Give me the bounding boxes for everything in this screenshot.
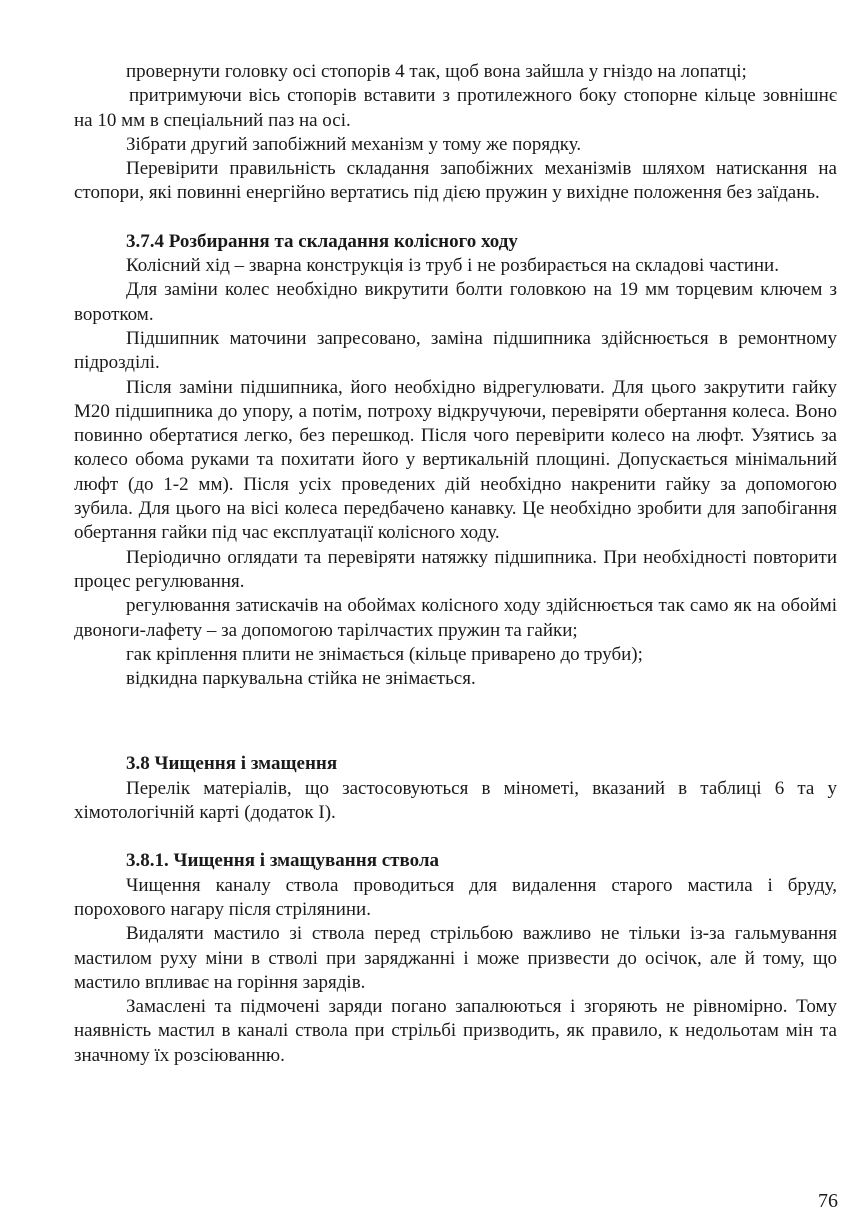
paragraph: Видаляти мастило зі ствола перед стрільбою важливо не тільки із-за гальмування мастилом руху міни в стволі при заряджанні і може призвести до осічок, але й тому, що мастило впливає на горіння зарядів. <box>74 923 837 993</box>
spacer <box>74 825 837 849</box>
paragraph: Зібрати другий запобіжний механізм у тому же порядку. <box>126 133 582 155</box>
paragraph: Періодично оглядати та перевіряти натяжку підшипника. При необхідності повторити процес регулювання. <box>74 546 837 592</box>
paragraph: Після заміни підшипника, його необхідно відрегулювати. Для цього закрутити гайку М20 підшипника до упору, а потім, потроху відкручуючи, перевіряти обертання колеса. Воно повинно обертатися легко, без перешкод. Після чого перевірити колесо на люфт. Узятись за колесо обома руками та похитати його у вертикальній площині. Допускається мінімальний люфт (до 1-2 мм). Після усіх проведених дій необхідно накренити гайку за допомогою зубила. Для цього на вісі колеса передбачено канавку. Це необхідно зробити для запобігання обертання гайки під час експлуатації колісного ходу. <box>74 376 837 544</box>
paragraph: притримуючи вісь стопорів вставити з протилежного боку стопорне кільце зовнішнє на 10 мм в спеціальний паз на осі. <box>74 85 837 131</box>
paragraph: Колісний хід – зварна конструкція із труб і не розбирається на складові частини. <box>126 255 779 277</box>
paragraph: Для заміни колес необхідно викрутити болти головкою на 19 мм торцевим ключем з воротком. <box>74 279 837 325</box>
section-heading-3-8-1: 3.8.1. Чищення і змащування ствола <box>126 850 440 872</box>
page-number: 76 <box>818 1190 838 1212</box>
paragraph: Замаслені та підмочені заряди погано запалюються і згоряють не рівномірно. Тому наявність мастил в каналі ствола при стрільбі призводить, як правило, к недольотам мін та значному їх розсіюванню. <box>74 996 837 1066</box>
page-body <box>74 60 837 1068</box>
spacer <box>74 691 837 752</box>
paragraph: гак кріплення плити не знімається (кільце приварено до труби); <box>126 643 643 665</box>
paragraph: регулювання затискачів на обоймах колісного ходу здійснюється так само як на обоймі двоноги-лафету – за допомогою тарілчастих пружин та гайки; <box>74 595 837 641</box>
section-heading-3-7-4: 3.7.4 Розбирання та складання колісного ходу <box>126 230 518 252</box>
paragraph: Підшипник маточини запресовано, заміна підшипника здійснюється в ремонтному підрозділі. <box>74 327 837 374</box>
paragraph: провернути головку осі стопорів 4 так, щоб вона зайшла у гніздо на лопатці; <box>126 61 747 82</box>
paragraph: Чищення каналу ствола проводиться для видалення старого мастила і бруду, порохового нагару після стрілянини. <box>74 874 837 920</box>
paragraph: Перевірити правильність складання запобіжних механізмів шляхом натискання на стопори, які повинні енергійно вертатись під дією пружин у вихідне положення без заїдань. <box>74 158 837 204</box>
paragraph: відкидна паркувальна стійка не знімається. <box>126 668 476 690</box>
spacer <box>74 206 837 230</box>
paragraph: Перелік матеріалів, що застосовуються в мінометі, вказаний в таблиці 6 та у хімотологічній карті (додаток І). <box>74 777 837 824</box>
section-heading-3-8: 3.8 Чищення і змащення <box>126 753 338 775</box>
